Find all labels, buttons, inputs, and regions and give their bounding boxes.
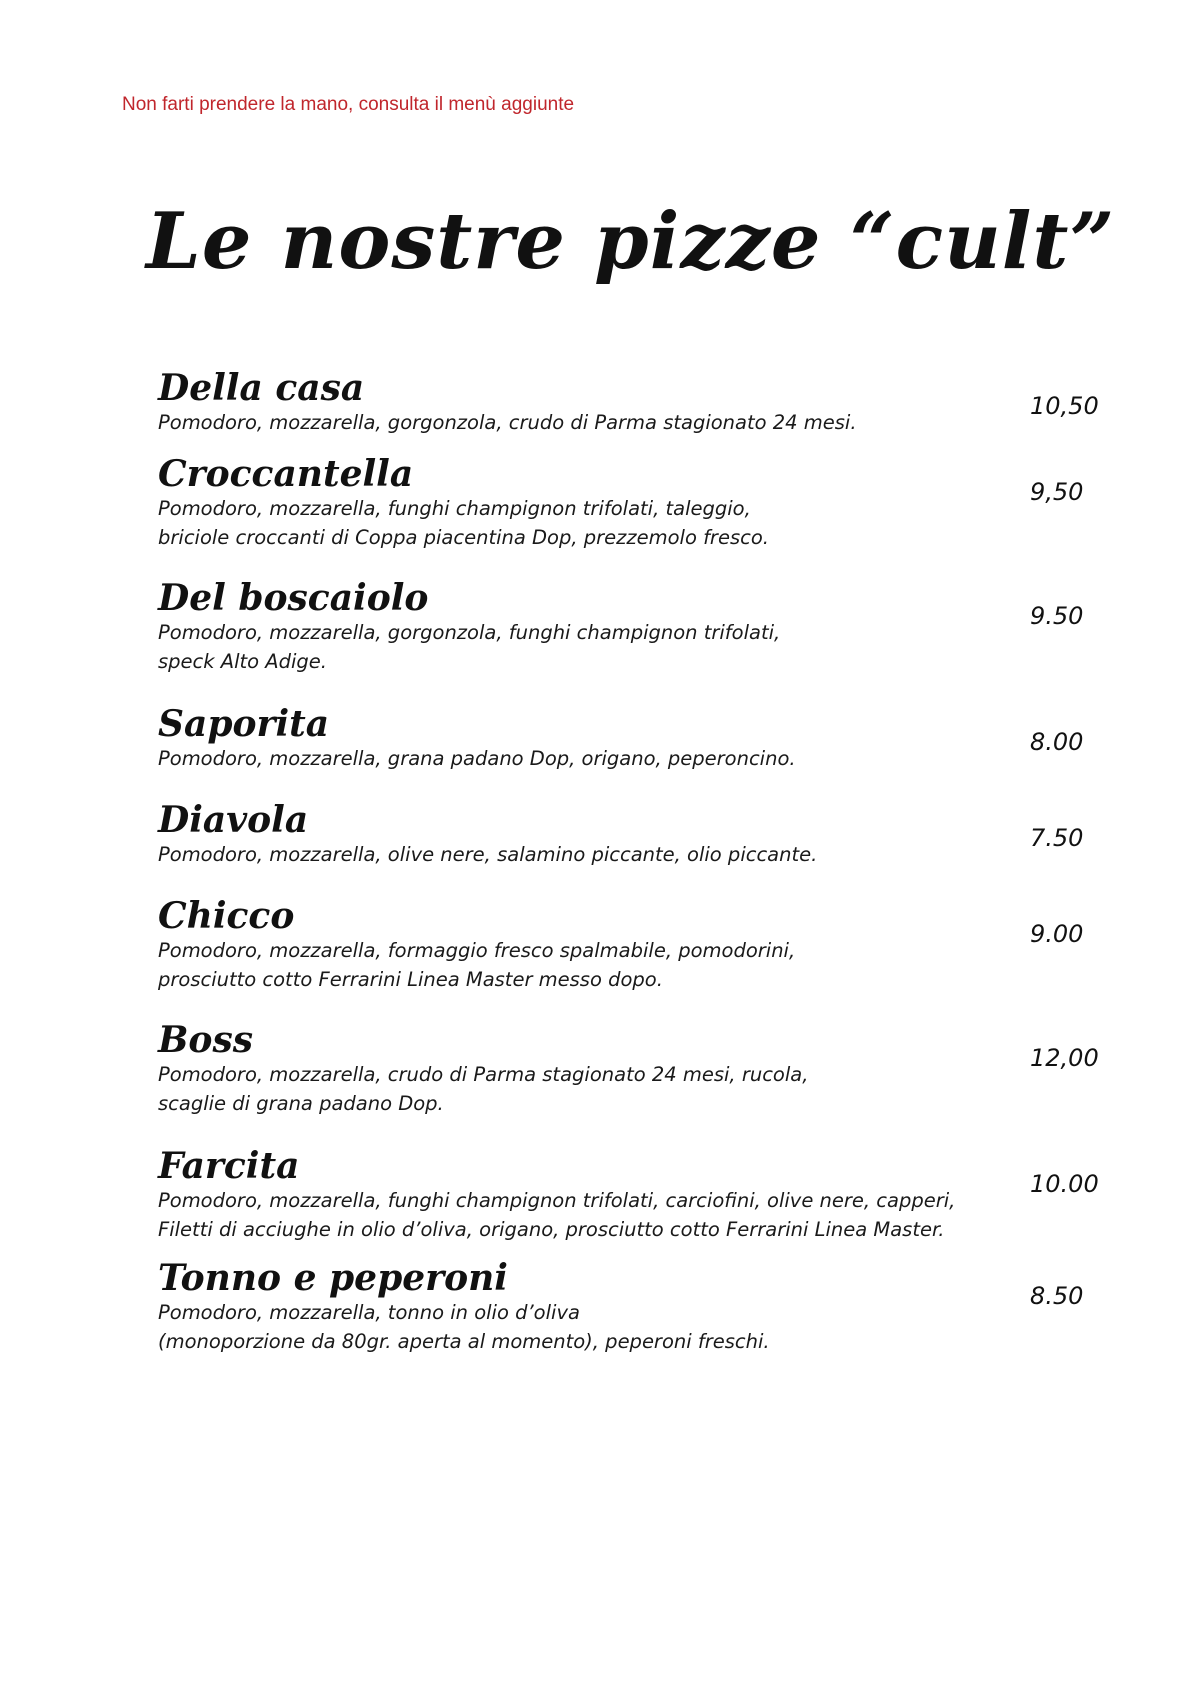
- pizza-name: Boss: [158, 1019, 253, 1061]
- pizza-name: Diavola: [158, 799, 309, 841]
- menu-item: [158, 578, 1098, 676]
- menu-item: [158, 1020, 1098, 1118]
- pizza-name: Del boscaiolo: [158, 577, 429, 619]
- pizza-price: 9.50: [1030, 602, 1084, 630]
- pizza-name: Tonno e peperoni: [158, 1257, 508, 1299]
- pizza-description: Pomodoro, mozzarella, gorgonzola, crudo di Parma stagionato 24 mesi.: [158, 411, 857, 434]
- pizza-name: Farcita: [158, 1145, 300, 1187]
- pizza-description: Pomodoro, mozzarella, formaggio fresco spalmabile, pomodorini, prosciutto cotto Ferrarini Linea Master messo dopo.: [158, 939, 796, 991]
- pizza-price: 7.50: [1030, 824, 1084, 852]
- menu-item: [158, 368, 1098, 437]
- pizza-description: Pomodoro, mozzarella, funghi champignon trifolati, taleggio, briciole croccanti di Coppa piacentina Dop, prezzemolo fresco.: [158, 497, 769, 549]
- menu-item: [158, 896, 1098, 994]
- menu-item: [158, 1258, 1098, 1356]
- pizza-description: Pomodoro, mozzarella, tonno in olio d’oliva (monoporzione da 80gr. aperta al momento), peperoni freschi.: [158, 1301, 770, 1353]
- menu-item: [158, 454, 1098, 552]
- pizza-description: Pomodoro, mozzarella, funghi champignon trifolati, carciofini, olive nere, capperi, Filetti di acciughe in olio d’oliva, origano, prosciutto cotto Ferrarini Linea Master.: [158, 1189, 956, 1241]
- pizza-name: Chicco: [158, 895, 295, 937]
- menu-item: [158, 1146, 1098, 1244]
- pizza-price: 8.00: [1030, 728, 1084, 756]
- pizza-price: 9,50: [1030, 478, 1084, 506]
- pizza-price: 9.00: [1030, 920, 1084, 948]
- menu-additions-notice: Non farti prendere la mano, consulta il menù aggiunte: [122, 94, 575, 115]
- page-title: Le nostre pizze “cult”: [146, 196, 1116, 287]
- pizza-name: Saporita: [158, 703, 330, 745]
- pizza-price: 12,00: [1030, 1044, 1099, 1072]
- pizza-description: Pomodoro, mozzarella, grana padano Dop, origano, peperoncino.: [158, 747, 796, 770]
- pizza-price: 8.50: [1030, 1282, 1084, 1310]
- menu-item: [158, 704, 1098, 773]
- pizza-name: Della casa: [158, 367, 365, 409]
- pizza-price: 10,50: [1030, 392, 1099, 420]
- pizza-name: Croccantella: [158, 453, 414, 495]
- pizza-description: Pomodoro, mozzarella, olive nere, salamino piccante, olio piccante.: [158, 843, 818, 866]
- pizza-description: Pomodoro, mozzarella, crudo di Parma stagionato 24 mesi, rucola, scaglie di grana padano Dop.: [158, 1063, 809, 1115]
- pizza-description: Pomodoro, mozzarella, gorgonzola, funghi champignon trifolati, speck Alto Adige.: [158, 621, 781, 673]
- pizza-price: 10.00: [1030, 1170, 1099, 1198]
- menu-item: [158, 800, 1098, 869]
